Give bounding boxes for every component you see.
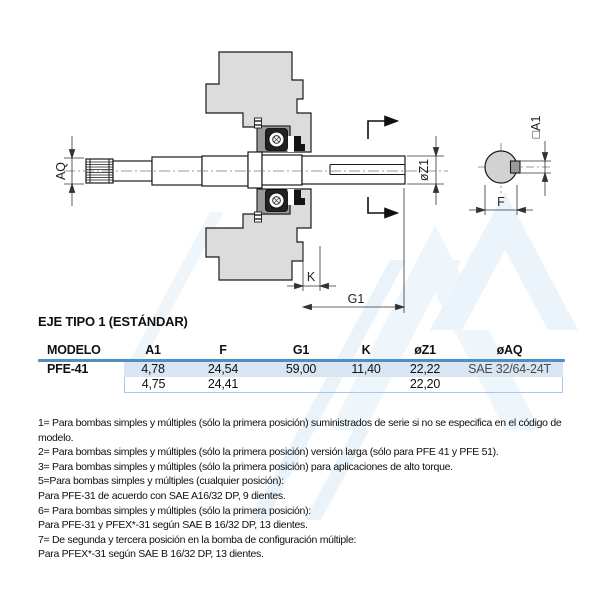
footnote-2: 2= Para bombas simples y múltiples (sólo la primera posición) versión larga (sólo para PFE 41 y PFE 51). bbox=[38, 446, 499, 459]
spec-table bbox=[38, 340, 565, 392]
footnote-6: 6= Para bombas simples y múltiples (sólo la primera posición): bbox=[38, 504, 311, 517]
footnote-5: 5=Para bombas simples y múltiples (cualquier posición): bbox=[38, 475, 284, 488]
footnotes bbox=[38, 416, 590, 562]
cell-a1: 4,75 bbox=[124, 377, 182, 393]
col-header-modelo: MODELO bbox=[47, 342, 101, 357]
section-title: EJE TIPO 1 (ESTÁNDAR) bbox=[38, 314, 188, 329]
cell-model: PFE-41 bbox=[47, 362, 89, 376]
col-header-f: F bbox=[219, 342, 227, 357]
col-header-a1: A1 bbox=[145, 342, 161, 357]
cell-aq bbox=[456, 377, 563, 393]
cell-z1: 22,20 bbox=[394, 377, 456, 393]
cell-g1: 59,00 bbox=[264, 362, 338, 377]
cell-f: 24,54 bbox=[182, 362, 264, 377]
footnote-3: 3= Para bombas simples y múltiples (sólo la primera posición) para aplicaciones de alto torque. bbox=[38, 460, 453, 473]
cell-k bbox=[338, 377, 394, 393]
col-header-aq: øAQ bbox=[496, 342, 523, 357]
cell-aq: SAE 32/64-24T bbox=[456, 362, 563, 377]
dimension-label-k: K bbox=[306, 270, 316, 284]
footnote-7b: Para PFEX*-31 según SAE B 16/32 DP, 13 dientes. bbox=[38, 548, 264, 561]
dimension-label-g1: G1 bbox=[347, 292, 365, 306]
table-header-row bbox=[38, 340, 565, 359]
cell-a1: 4,78 bbox=[124, 362, 182, 377]
dimension-label-aq: AQ bbox=[54, 161, 68, 181]
dimension-label-f: F bbox=[497, 195, 505, 209]
footnote-1: 1= Para bombas simples y múltiples (sólo la primera posición) suministrados de serie si no se especifica en el código de modelo. bbox=[38, 417, 562, 444]
cell-z1: 22,22 bbox=[394, 362, 456, 377]
table-row bbox=[38, 362, 565, 377]
table-row bbox=[38, 377, 565, 392]
cell-k: 11,40 bbox=[338, 362, 394, 377]
cell-model bbox=[38, 378, 124, 393]
dimension-label-z1: øZ1 bbox=[417, 158, 431, 182]
dimension-label-a1: □A1 bbox=[529, 115, 543, 139]
col-header-k: K bbox=[361, 342, 371, 357]
cell-f: 24,41 bbox=[182, 377, 264, 393]
footnote-6b: Para PFE-31 y PFEX*-31 según SAE B 16/32 DP, 13 dientes. bbox=[38, 519, 308, 532]
cell-g1 bbox=[264, 377, 338, 393]
col-header-z1: øZ1 bbox=[414, 342, 436, 357]
footnote-5b: Para PFE-31 de acuerdo con SAE A16/32 DP, 9 dientes. bbox=[38, 489, 286, 502]
col-header-g1: G1 bbox=[292, 342, 310, 357]
footnote-7: 7= De segunda y tercera posición en la bomba de configuración múltiple: bbox=[38, 533, 357, 546]
